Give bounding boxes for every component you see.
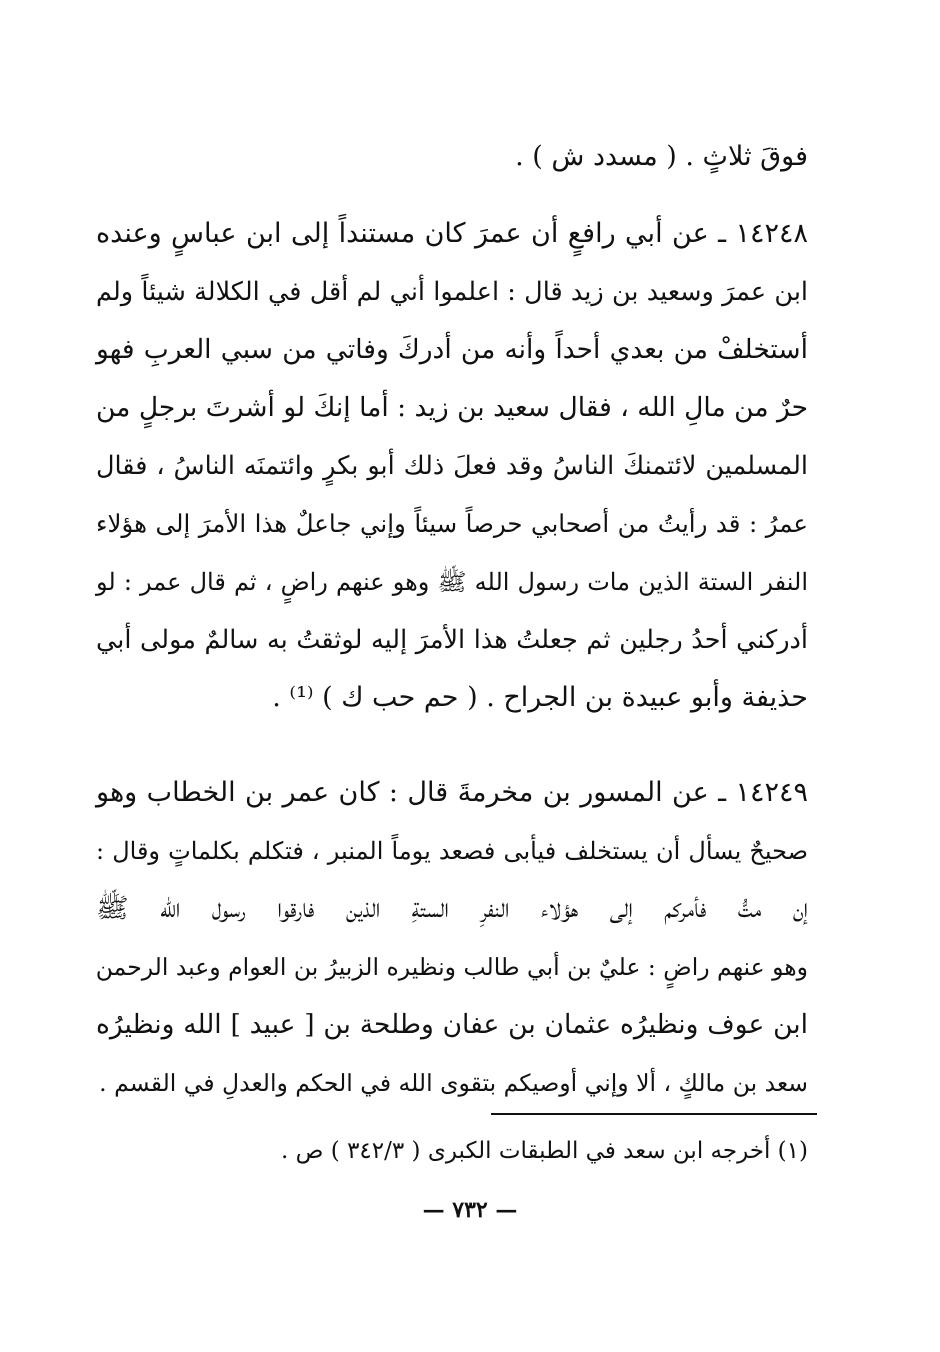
text-line: وهو عنهم راضٍ : عليٌ بن أبي طالب ونظيره الزبيرُ بن العوام وعبد الرحمن [95, 953, 808, 981]
text-line: حذيفة وأبو عبيدة بن الجراح . ( حم حب ك ) ⁽¹⁾ . [272, 682, 808, 713]
text-line: أستخلفْ من بعدي أحداً وأنه من أدركَ وفاتي من سبي العربِ فهو [96, 334, 808, 365]
text-line: ١٤٢٤٨ ـ عن أبي رافعٍ أن عمرَ كان مستنداً إلى ابن عباسٍ وعنده [96, 218, 808, 249]
text-line: حرٌ من مالِ الله ، فقال سعيد بن زيد : أما إنكَ لو أشرتَ برجلٍ من [96, 392, 808, 423]
text-line: المسلمين لائتمنكَ الناسُ وقد فعلَ ذلك أبو بكرٍ وائتمنَه الناسُ ، فقال [96, 451, 808, 481]
continuation-paragraph [96, 128, 808, 186]
text-line: ابن عوف ونظيرُه عثمان بن عفان وطلحة بن [ عبيد ] الله ونظيرُه [96, 1009, 808, 1040]
footnote-divider [491, 1113, 817, 1115]
footnote: (١) أخرجه ابن سعد في الطبقات الكبرى ( ٣٤٢/٣ ) ص . [281, 1138, 808, 1164]
text-line: ١٤٢٤٩ ـ عن المسور بن مخرمةَ قال : كان عمر بن الخطاب وهو [96, 777, 808, 808]
text-line: فوقَ ثلاثٍ . ( مسدد ش ) . [515, 141, 808, 172]
text-line: ابن عمرَ وسعيد بن زيد قال : اعلموا أني لم أقل في الكلالة شيئاً ولم [96, 277, 808, 307]
text-line: النفر الستة الذين مات رسول الله ﷺ وهو عنهم راضٍ ، ثم قال عمر : لو [96, 568, 808, 596]
text-line: صحيحٌ يسأل أن يستخلف فيأبى فصعد يوماً المنبر ، فتكلم بكلماتٍ وقال : [96, 837, 808, 865]
text-line: عمرُ : قد رأيتُ من أصحابي حرصاً سيئاً وإني جاعلٌ هذا الأمرَ إلى هؤلاء [96, 509, 808, 538]
text-line: سعد بن مالكٍ ، ألا وإني أوصيكم بتقوى الله في الحكم والعدلِ في القسم . [99, 1069, 808, 1097]
hadith-14248 [96, 205, 808, 727]
page-number: — ٧٣٢ — [422, 1197, 518, 1223]
text-line: أدركني أحدُ رجلين ثم جعلتُ هذا الأمرَ إليه لوثقتُ به سالمٌ مولى أبي [96, 625, 808, 655]
hadith-14249 [96, 764, 808, 1112]
text-line: إن متُّ فأمركم إلى هؤلاء النفرِ الستةِ الذين فارقوا رسول الله ﷺ [96, 893, 808, 924]
